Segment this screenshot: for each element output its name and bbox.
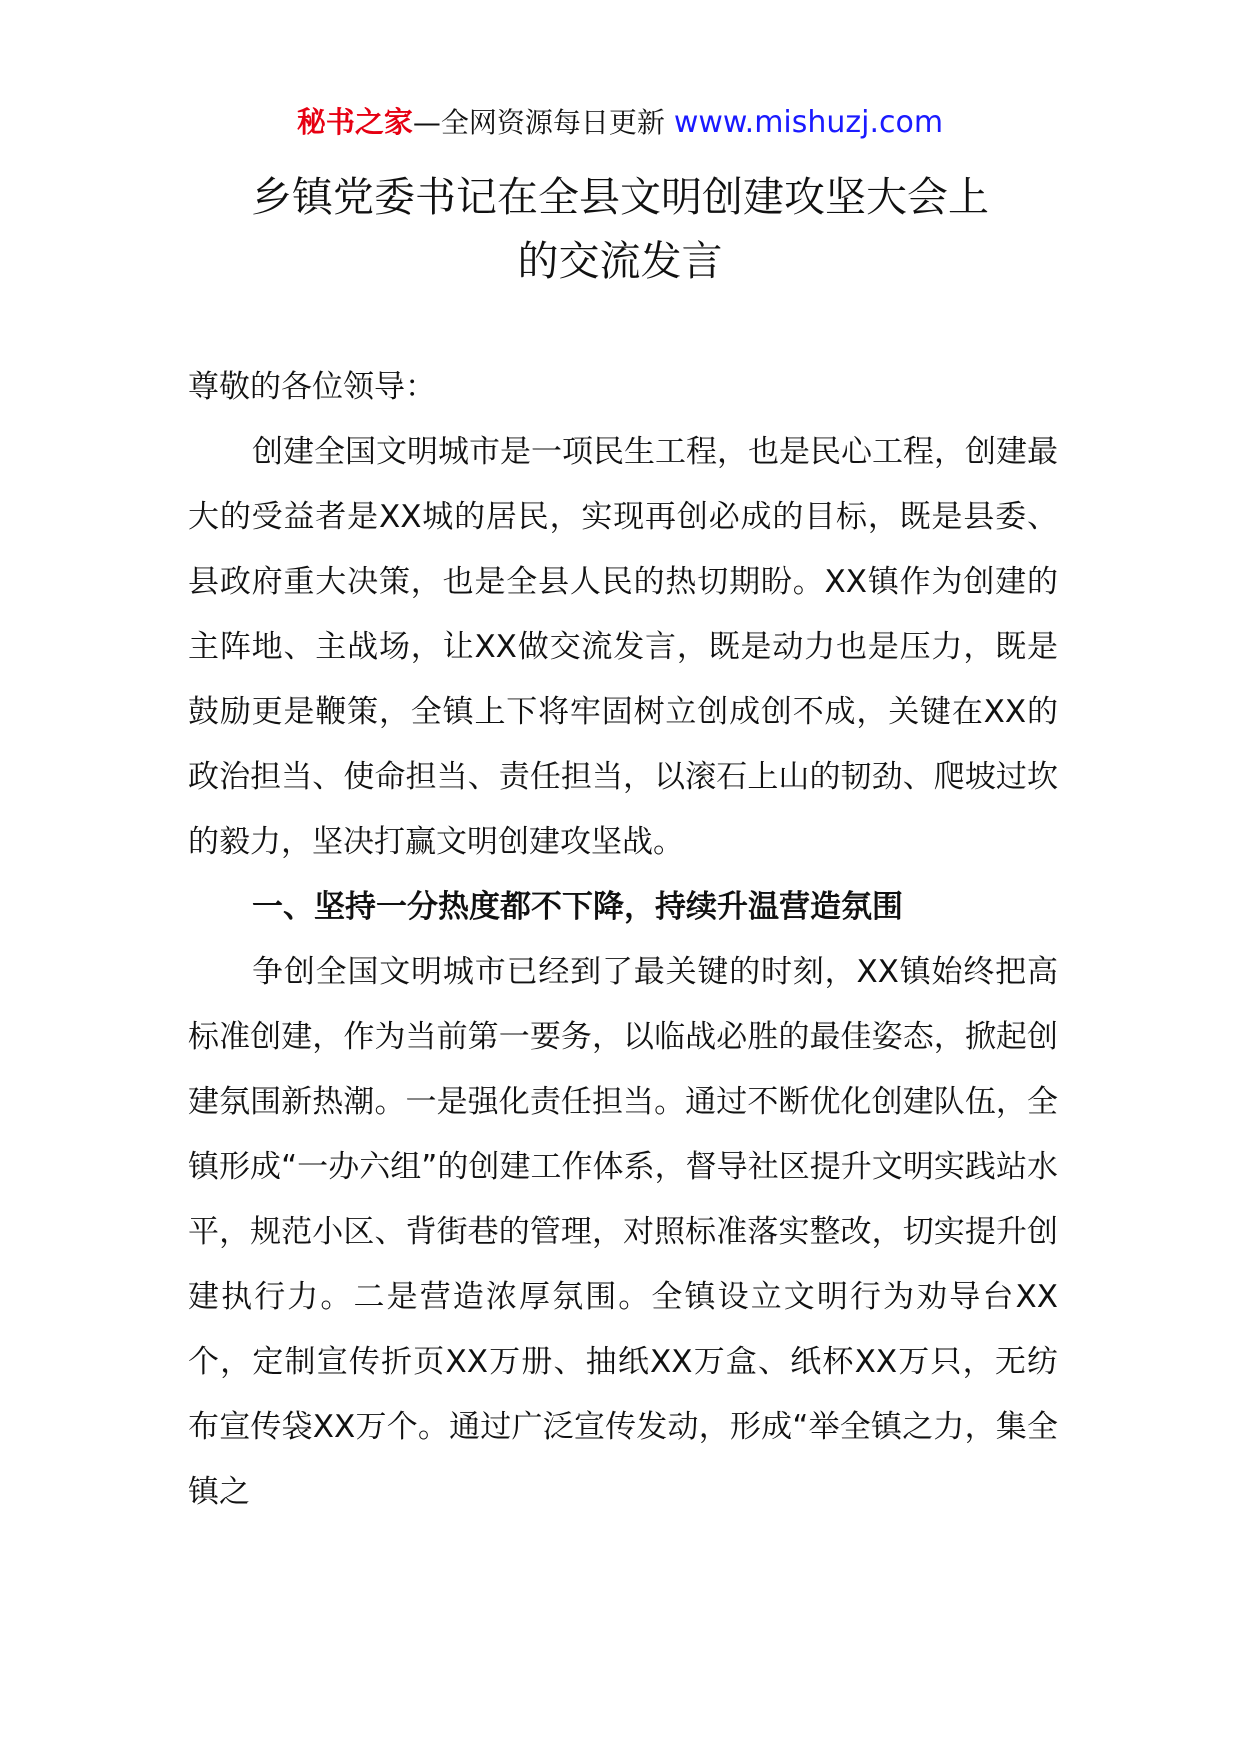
paragraph-section-1: 争创全国文明城市已经到了最关键的时刻，XX镇始终把高标准创建，作为当前第一要务，以临战必胜的最佳姿态，掀起创建氛围新热潮。一是强化责任担当。通过不断优化创建队伍，全镇形成“一办六组”的创建工作体系，督导社区提升文明实践站水平，规范小区、背街巷的管理，对照标准落实整改，切实提升创建执行力。二是营造浓厚氛围。全镇设立文明行为劝导台XX个，定制宣传折页XX万册、抽纸XX万盒、纸杯XX万只，无纺布宣传袋XX万个。通过广泛宣传发动，形成“举全镇之力，集全镇之 — [188, 954, 1058, 1510]
document-title — [140, 165, 1100, 293]
brand-name: 秘书之家 — [296, 105, 413, 139]
header-tagline: —全网资源每日更新 — [412, 106, 674, 139]
title-line-2: 的交流发言 — [517, 237, 723, 285]
document-body — [188, 355, 1058, 1525]
section-heading-1: 一、坚持一分热度都不下降，持续升温营造氛围 — [252, 889, 903, 925]
title-line-1: 乡镇党委书记在全县文明创建攻坚大会上 — [251, 173, 989, 221]
site-header — [0, 102, 1240, 143]
paragraph-intro: 创建全国文明城市是一项民生工程，也是民心工程，创建最大的受益者是XX城的居民，实现再创必成的目标，既是县委、县政府重大决策，也是全县人民的热切期盼。XX镇作为创建的主阵地、主战场，让XX做交流发言，既是动力也是压力，既是鼓励更是鞭策，全镇上下将牢固树立创成创不成，关键在XX的政治担当、使命担当、责任担当，以滚石上山的韧劲、爬坡过坎的毅力，坚决打赢文明创建攻坚战。 — [188, 434, 1058, 860]
site-url-link[interactable]: www.mishuzj.com — [673, 105, 944, 140]
salutation: 尊敬的各位领导： — [188, 369, 436, 405]
